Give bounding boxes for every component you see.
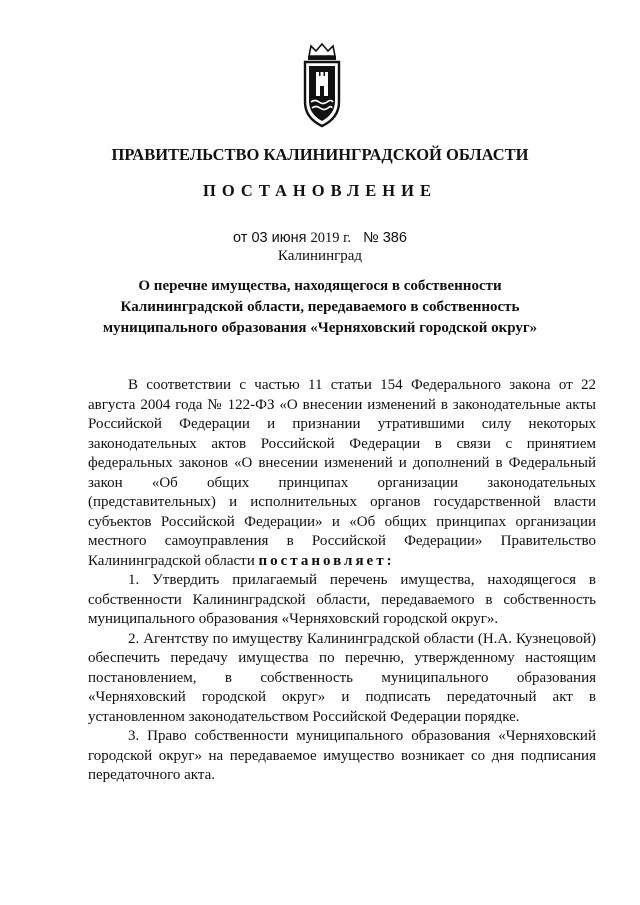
document-body [88,376,596,786]
date-day-month: 03 июня [251,230,307,246]
item-3-paragraph: 3. Право собственности муниципального образования «Черняховский городской округ» на передаваемое имущество возникает со дня подписания передаточного акта. [88,728,596,783]
decree-word: постановляет: [258,552,395,569]
date-and-number [0,230,640,247]
coat-of-arms-emblem [297,42,347,130]
date-year: 2019 г. [310,230,352,246]
government-name: ПРАВИТЕЛЬСТВО КАЛИНИНГРАДСКОЙ ОБЛАСТИ [111,145,529,164]
date-prefix: от [233,230,248,246]
title-line: О перечне имущества, находящегося в собственности [138,278,502,294]
document-type: ПОСТАНОВЛЕНИЕ [203,181,437,200]
document-number: № 386 [363,230,407,246]
preamble-paragraph [88,376,596,571]
title-line: муниципального образования «Черняховский городской округ» [102,320,538,336]
title-line: Калининградской области, передаваемого в собственность [120,299,520,315]
preamble-text: В соответствии с частью 11 статьи 154 Федерального закона от 22 августа 2004 года № 122-ФЗ «О внесении изменений в законодательные акты Российской Федерации и признании утратившими силу некоторых законодательных актов Российской Федерации в связи с принятием федеральных законов «О внесении изменений и дополнений в Федеральный закон «Об общих принципах организации законодательных (представительных) и исполнительных органов государственной власти субъектов Российской Федерации» и «Об общих принципах организации местного самоуправления в Российской Федерации» Правительство Калининградской области [88,377,596,569]
item-1-paragraph: 1. Утвердить прилагаемый перечень имущества, находящегося в собственности Калининградской области, передаваемого в собственность муниципального образования «Черняховский городской округ». [88,572,596,627]
item-2-paragraph: 2. Агентству по имуществу Калининградской области (Н.А. Кузнецовой) обеспечить передачу имущества по перечню, утвержденному настоящим постановлением, в собственность муниципального образования «Черняховский городской округ» и подписать передаточный акт в установленном законодательством Российской Федерации порядке. [88,630,596,725]
document-title [0,276,640,339]
city: Калининград [277,248,363,264]
